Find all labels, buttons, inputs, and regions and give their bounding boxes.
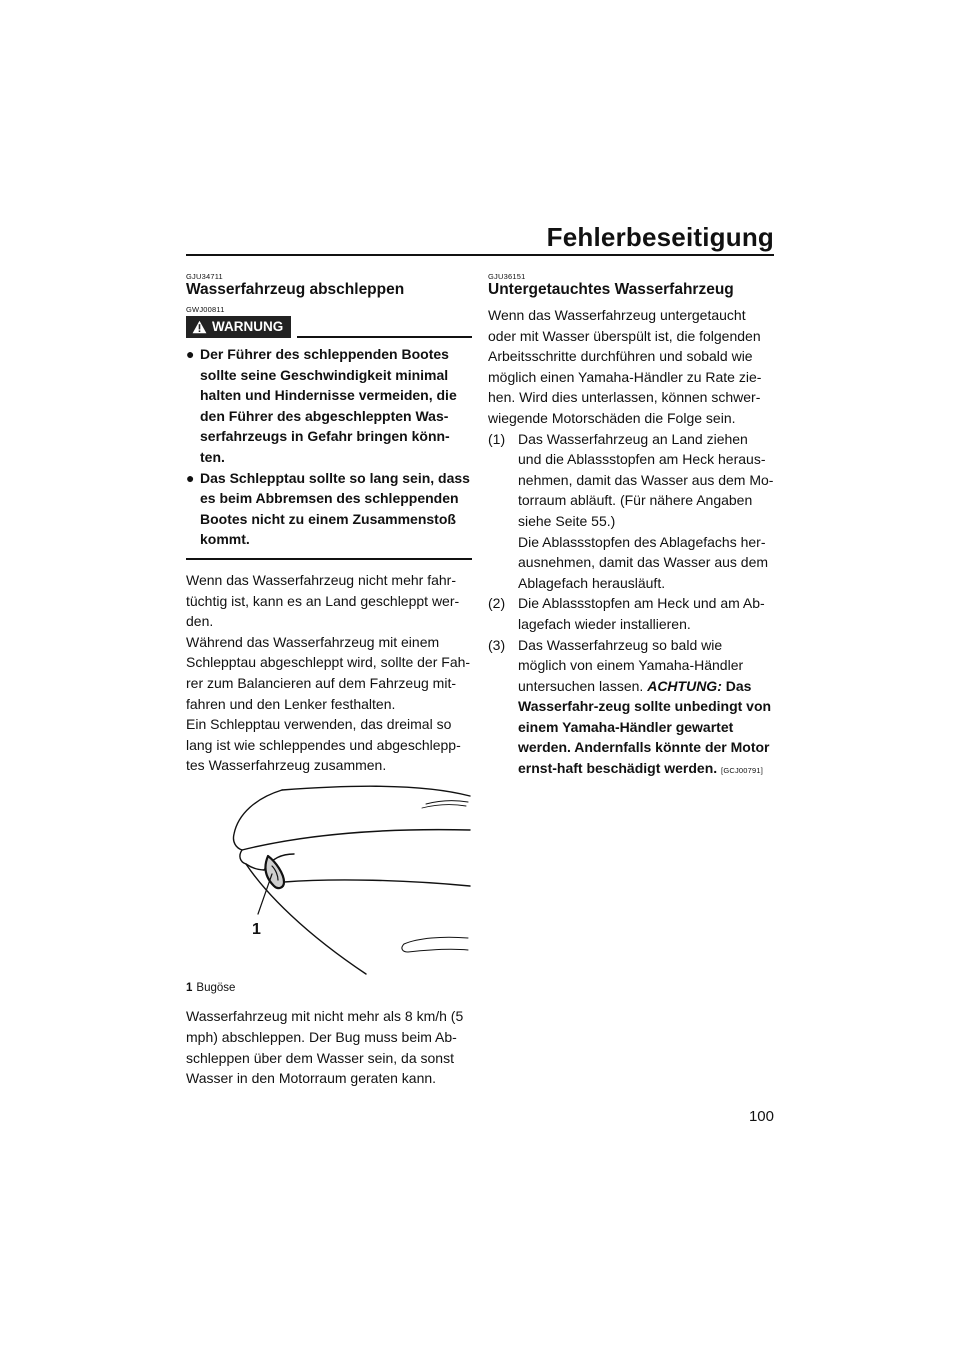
step-text: Das Wasserfahrzeug so bald wie möglich von einem Yamaha-Händler untersuchen lassen. (518, 636, 744, 694)
paragraph: Wasserfahrzeug mit nicht mehr als 8 km/h (5 mph) abschleppen. Der Bug muss beim Ab-schleppen über dem Wasser sein, da sonst Wasser in den Motorraum geraten kann. (186, 1008, 464, 1087)
step-text: Das Wasserfahrzeug an Land ziehen und die Ablassstopfen am Heck heraus-nehmen, damit das Wasser aus dem Mo-torraum abläuft. (Für nähere Angaben siehe Seite 55.) (518, 430, 774, 529)
warning-header (186, 316, 472, 338)
paragraph: Ein Schlepptau verwenden, das dreimal so lang ist wie schleppendes und abgeschlepp-tes Wasserfahrzeug zusammen. (186, 716, 461, 774)
step-text: Die Ablassstopfen des Ablagefachs her-ausnehmen, damit das Wasser aus dem Ablagefach herausläuft. (518, 533, 769, 591)
list-item (488, 635, 774, 782)
list-item (186, 468, 472, 550)
paragraph: Wenn das Wasserfahrzeug untergetaucht oder mit Wasser überspült ist, die folgenden Arbeitsschritte durchführen und sobald wie möglich einen Yamaha-Händler zu Rate zie-hen. Wird dies unterlassen, können schwer-wiegende Motorschäden die Folge sein. (488, 307, 762, 426)
list-item (488, 429, 774, 594)
page-title: Fehlerbeseitigung (546, 222, 774, 252)
page-header (186, 222, 774, 256)
bullet-icon: ● (186, 469, 195, 486)
warning-list (186, 344, 472, 550)
warning-label: WARNUNG (212, 318, 284, 334)
section-heading: Wasserfahrzeug abschleppen (186, 281, 405, 298)
bullet-icon: ● (186, 346, 195, 362)
warning-end-rule (186, 558, 472, 560)
caution-code: [GCJ00791] (721, 766, 764, 776)
list-item (186, 344, 472, 468)
section-heading: Untergetauchtes Wasserfahrzeug (488, 281, 734, 298)
caution-text: Das Wasserfahr-zeug sollte unbedingt von einem Yamaha-Händler gewartet werden. Andernfalls könnte der Motor ernst-haft beschädigt werden. (518, 677, 772, 777)
warning-text: Der Führer des schleppenden Bootes sollte seine Geschwindigkeit minimal halten und Hindernisse vermeiden, die den Führer des abgeschleppten Was-serfahrzeugs in Gefahr bringen könn-ten. (200, 346, 457, 465)
header-rule (186, 254, 774, 256)
caption-text: Bugöse (196, 981, 236, 994)
figure-caption (186, 978, 472, 999)
bow-eye-illustration (186, 784, 472, 976)
warning-text: Das Schlepptau sollte so lang sein, dass es beim Abbremsen des schleppenden Bootes nicht zu einem Zusammenstoß kommt. (200, 469, 470, 548)
watercraft-bow-illustration (186, 784, 472, 976)
warning-badge (186, 316, 291, 338)
step-number: (1) (488, 430, 506, 447)
left-column (186, 272, 472, 1089)
section-code: GJU36151 (488, 272, 526, 281)
caution-label: ACHTUNG: (647, 677, 722, 694)
step-list (488, 429, 774, 782)
page-number: 100 (748, 1108, 774, 1125)
paragraph: Wenn das Wasserfahrzeug nicht mehr fahr-tüchtig ist, kann es an Land geschleppt wer-den. (186, 571, 460, 630)
step-number: (3) (488, 636, 506, 653)
figure-label: 1 (252, 920, 261, 938)
right-column (488, 272, 774, 782)
warning-code: GWJ00811 (186, 305, 225, 314)
step-number: (2) (488, 595, 506, 612)
list-item (488, 593, 774, 634)
caption-number: 1 (186, 981, 193, 994)
paragraph: Während das Wasserfahrzeug mit einem Schlepptau abgeschleppt wird, sollte der Fah-rer zum Balancieren auf dem Fahrzeug mit-fahren und den Lenker festhalten. (186, 633, 471, 712)
step-text: Die Ablassstopfen am Heck und am Ab-lagefach wieder installieren. (518, 595, 765, 632)
warning-rule (297, 336, 472, 338)
warning-triangle-icon (192, 320, 207, 334)
section-code: GJU34711 (186, 272, 223, 281)
